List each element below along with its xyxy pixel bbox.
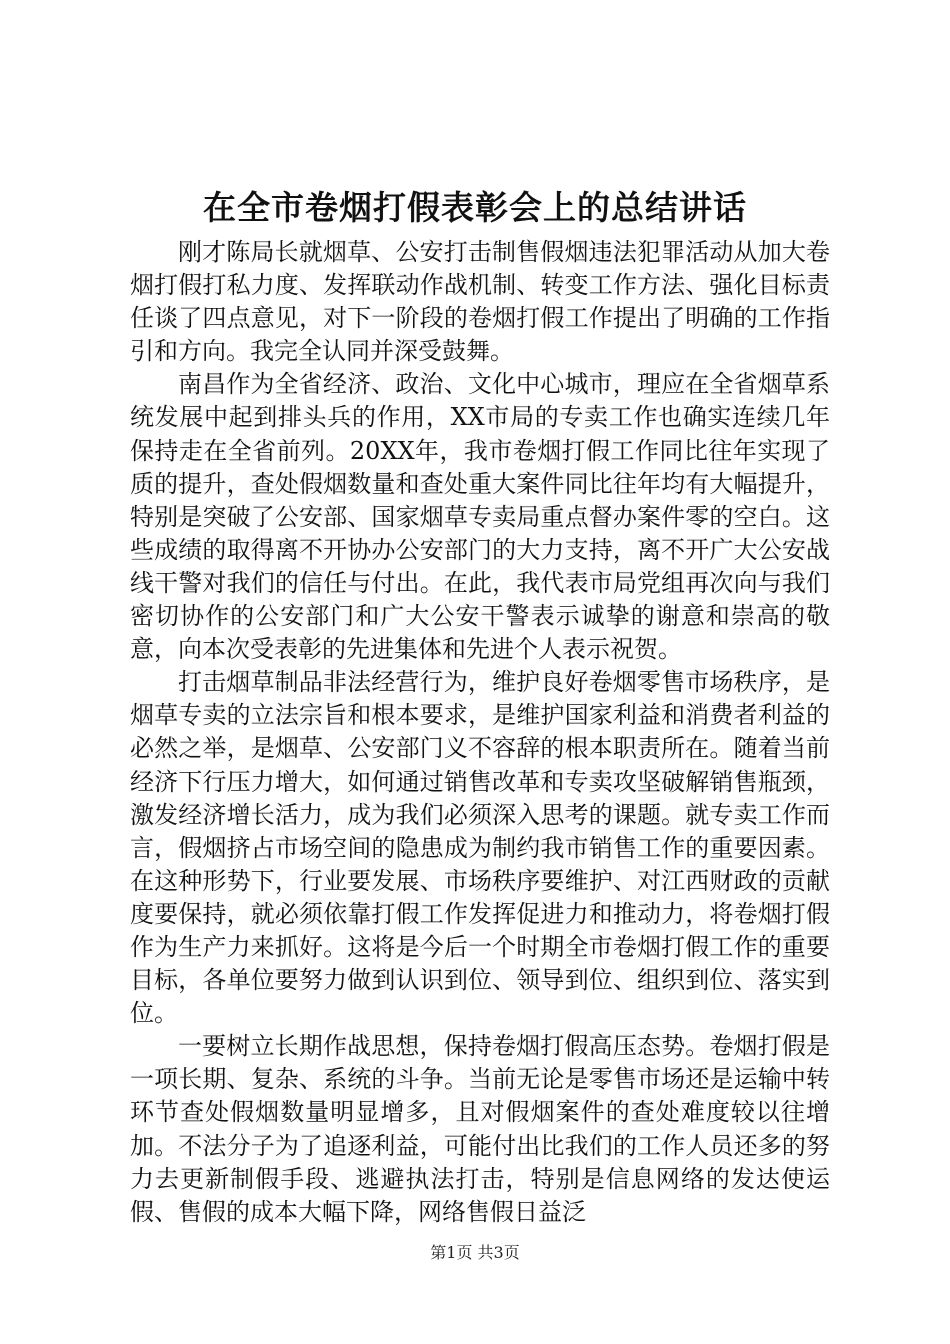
paragraph-1: 刚才陈局长就烟草、公安打击制售假烟违法犯罪活动从加大卷烟打假打私力度、发挥联动作战机制、转变工作方法、强化目标责任谈了四点意见，对下一阶段的卷烟打假工作提出了明确的工作指引和方向。我完全认同并深受鼓舞。	[130, 238, 830, 366]
paragraph-4: 一要树立长期作战思想，保持卷烟打假高压态势。卷烟打假是一项长期、复杂、系统的斗争。当前无论是零售市场还是运输中转环节查处假烟数量明显增多，且对假烟案件的查处难度较以往增加。不法分子为了追逐利益，可能付出比我们的工作人员还多的努力去更新制假手段、逃避执法打击，特别是信息网络的发达使运假、售假的成本大幅下降，网络售假日益泛	[130, 1032, 830, 1226]
page-footer: 第1页 共3页	[430, 1243, 520, 1262]
document-title: 在全市卷烟打假表彰会上的总结讲话	[203, 188, 747, 227]
paragraph-3: 打击烟草制品非法经营行为，维护良好卷烟零售市场秩序，是烟草专卖的立法宗旨和根本要求，是维护国家利益和消费者利益的必然之举，是烟草、公安部门义不容辞的根本职责所在。随着当前经济下行压力增大，如何通过销售改革和专卖攻坚破解销售瓶颈，激发经济增长活力，成为我们必须深入思考的课题。就专卖工作而言，假烟挤占市场空间的隐患成为制约我市销售工作的重要因素。在这种形势下，行业要发展、市场秩序要维护、对江西财政的贡献度要保持，就必须依靠打假工作发挥促进力和推动力，将卷烟打假作为生产力来抓好。这将是今后一个时期全市卷烟打假工作的重要目标，各单位要努力做到认识到位、领导到位、组织到位、落实到位。	[130, 668, 830, 1028]
document-body	[130, 236, 830, 1229]
paragraph-2: 南昌作为全省经济、政治、文化中心城市，理应在全省烟草系统发展中起到排头兵的作用，XX市局的专卖工作也确实连续几年保持走在全省前列。20XX年，我市卷烟打假工作同比往年实现了质的提升，查处假烟数量和查处重大案件同比往年均有大幅提升，特别是突破了公安部、国家烟草专卖局重点督办案件零的空白。这些成绩的取得离不开协办公安部门的大力支持，离不开广大公安战线干警对我们的信任与付出。在此，我代表市局党组再次向与我们密切协作的公安部门和广大公安干警表示诚挚的谢意和崇高的敬意，向本次受表彰的先进集体和先进个人表示祝贺。	[130, 370, 830, 664]
